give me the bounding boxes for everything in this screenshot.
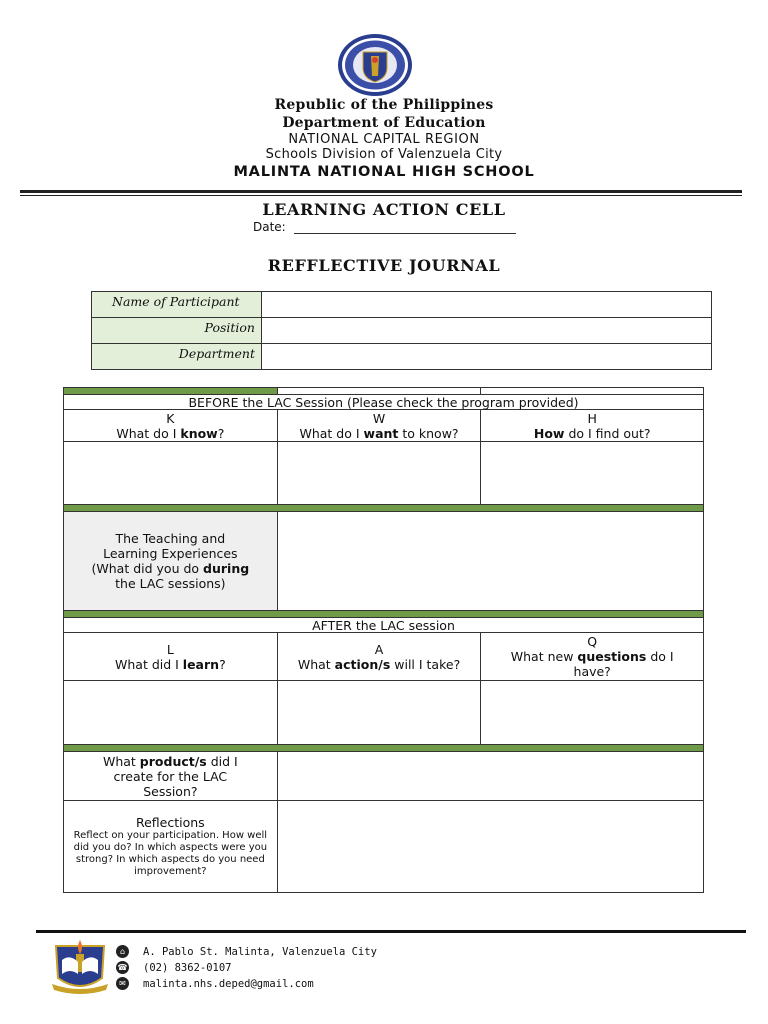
name-field[interactable] xyxy=(262,292,712,318)
k-answer-cell[interactable] xyxy=(64,442,278,505)
division-line: Schools Division of Valenzuela City xyxy=(265,147,503,162)
teaching-experiences-label: The Teaching and Learning Experiences (What did you do during the LAC sessions) xyxy=(64,512,278,611)
region-line: NATIONAL CAPITAL REGION xyxy=(288,132,480,147)
position-field[interactable] xyxy=(262,318,712,344)
journal-title: REFFLECTIVE JOURNAL xyxy=(267,256,501,275)
footer-phone: ☎ (02) 8362-0107 xyxy=(117,961,232,974)
date-label: Date: xyxy=(253,220,286,234)
name-label: Name of Participant xyxy=(92,292,262,318)
a-answer-cell[interactable] xyxy=(277,681,481,745)
h-answer-cell[interactable] xyxy=(481,442,704,505)
phone-icon: ☎ xyxy=(117,963,128,972)
w-answer-cell[interactable] xyxy=(277,442,481,505)
participant-info-table xyxy=(91,291,712,370)
q-header: Q What new questions do I have? xyxy=(481,633,704,681)
reflections-label: Reflections Reflect on your participation. How well did you do? In which aspects were you strong? In which aspects do you need improvement? xyxy=(64,801,278,893)
school-name: MALINTA NATIONAL HIGH SCHOOL xyxy=(233,164,535,180)
republic-line: Republic of the Philippines xyxy=(274,97,494,113)
green-divider xyxy=(64,611,704,618)
department-field[interactable] xyxy=(262,344,712,370)
department-line: Department of Education xyxy=(282,115,486,131)
product-answer[interactable] xyxy=(277,752,703,801)
k-header: K What do I know? xyxy=(64,410,278,442)
header-rule-thin xyxy=(20,195,742,196)
school-logo xyxy=(48,936,112,998)
after-heading: AFTER the LAC session xyxy=(64,618,704,633)
header-rule-thick xyxy=(20,190,742,193)
green-divider xyxy=(64,745,704,752)
reflections-answer[interactable] xyxy=(277,801,703,893)
kwl-journal-table xyxy=(63,387,704,893)
deped-seal-logo xyxy=(336,32,414,98)
l-answer-cell[interactable] xyxy=(64,681,278,745)
a-header: A What action/s will I take? xyxy=(277,633,481,681)
mail-icon: ✉ xyxy=(116,977,129,990)
home-icon: ⌂ xyxy=(116,945,129,958)
lac-title: LEARNING ACTION CELL xyxy=(262,200,506,219)
q-answer-cell[interactable] xyxy=(481,681,704,745)
position-label: Position xyxy=(92,318,262,344)
footer-email[interactable]: ✉ malinta.nhs.deped@gmail.com xyxy=(116,977,314,990)
teaching-experiences-answer[interactable] xyxy=(277,512,703,611)
l-header: L What did I learn? xyxy=(64,633,278,681)
before-heading: BEFORE the LAC Session (Please check the program provided) xyxy=(64,395,704,410)
green-divider xyxy=(64,505,704,512)
product-label: What product/s did I create for the LAC Session? xyxy=(64,752,278,801)
green-divider xyxy=(64,388,278,395)
footer-address: ⌂ A. Pablo St. Malinta, Valenzuela City xyxy=(116,945,377,958)
w-header: W What do I want to know? xyxy=(277,410,481,442)
date-field[interactable] xyxy=(294,233,516,234)
footer-rule xyxy=(36,930,746,933)
h-header: H How do I find out? xyxy=(481,410,704,442)
department-label: Department xyxy=(92,344,262,370)
